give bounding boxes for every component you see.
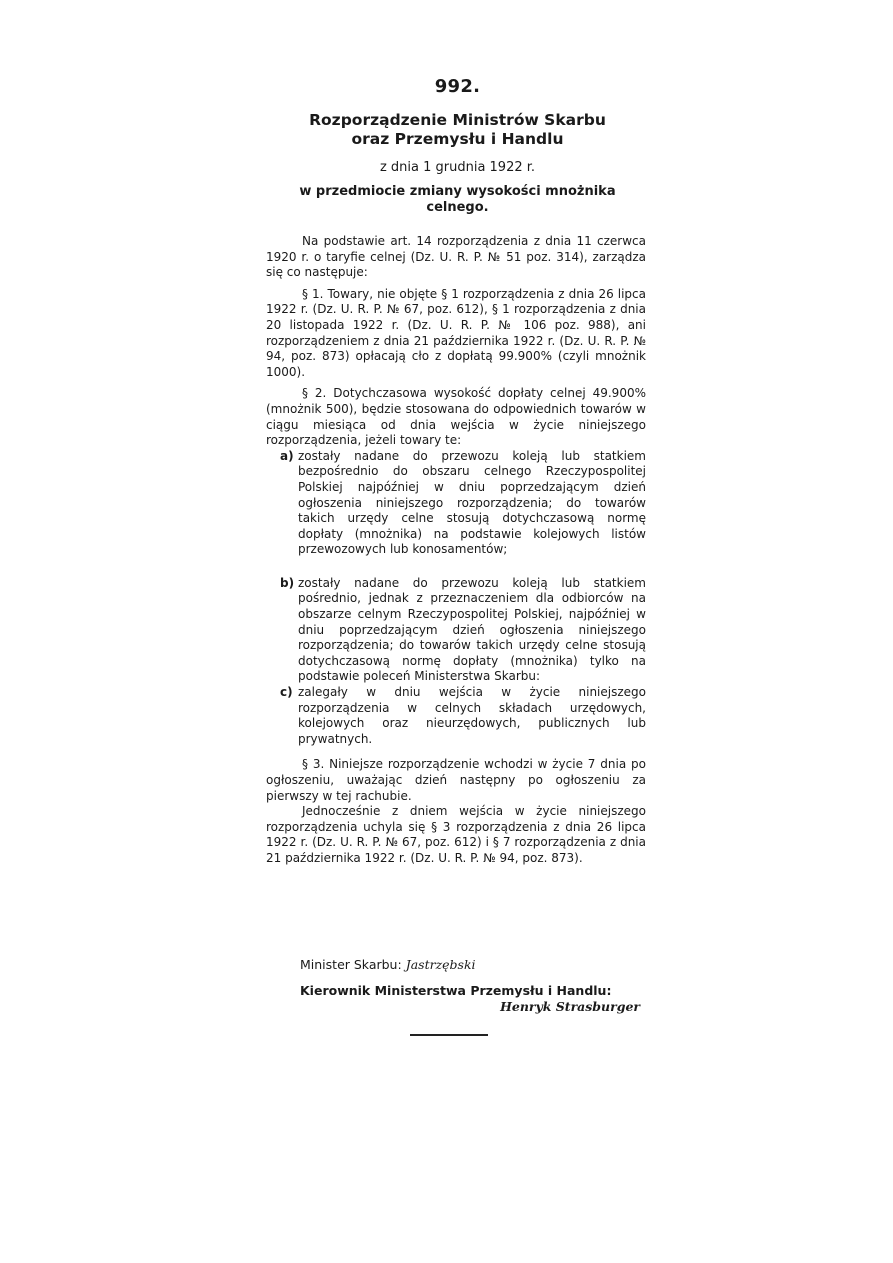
list-item-label: a) [280, 448, 294, 463]
closing-rule [410, 1034, 488, 1036]
list-item-label: b) [280, 575, 295, 590]
title-line-1: Rozporządzenie Ministrów Skarbu [309, 111, 606, 129]
section-3: § 3. Niniejsze rozporządzenie wchodzi w życie 7 dnia po ogłoszeniu, uważając dzień następny po ogłoszeniu za pierwszy w tej rachubie. [266, 757, 646, 803]
list-item-text: zostały nadane do przewozu koleją lub statkiem pośrednio, jednak z przeznaczeniem dla odbiorców na obszarze celnym Rzeczypospolitej Polskiej, najpóźniej w dniu poprzedzającym dzień ogłoszenia niniejszego rozporządzenia; do towarów takich urzędy celne stosują dotychczasową normę dopłaty (mnożnika) tylko na podstawie poleceń Ministerstwa Skarbu: [298, 575, 646, 684]
document-body [266, 234, 646, 873]
minister-name: Jastrzębski [405, 957, 476, 972]
list-item [266, 449, 646, 558]
minister-title: Minister Skarbu: [300, 957, 402, 972]
list-item-text: zostały nadane do przewozu koleją lub statkiem bezpośrednio do obszaru celnego Rzeczypospolitej Polskiej najpóźniej w dniu poprzedzającym dzień ogłoszenia niniejszego rozporządzenia; do towarów takich urzędy celne stosują dotychczasową normę dopłaty (mnożnika) na podstawie kolejowych listów przewozowych lub konosamentów; [298, 448, 646, 557]
document-subject: w przedmiocie zmiany wysokości mnożnika celnego. [299, 184, 616, 215]
list-item-text: zalegały w dniu wejścia w życie niniejszego rozporządzenia w celnych składach urzędowych, kolejowych oraz nieurzędowych, publicznych lub prywatnych. [298, 685, 646, 746]
list-item-label: c) [280, 685, 293, 700]
section-2: § 2. Dotychczasowa wysokość dopłaty celnej 49.900% (mnożnik 500), będzie stosowana do odpowiednich towarów w ciągu miesiąca od dnia wejścia w życie niniejszego rozporządzenia, jeżeli towary te: [266, 386, 646, 448]
head-title: Kierownik Ministerstwa Przemysłu i Handlu: [300, 983, 612, 998]
section-3-continued: Jednocześnie z dniem wejścia w życie niniejszego rozporządzenia uchyla się § 3 rozporządzenia z dnia 26 lipca 1922 r. (Dz. U. R. P. № 67, poz. 612) i § 7 rozporządzenia z dnia 21 października 1922 r. (Dz. U. R. P. № 94, poz. 873). [266, 804, 646, 865]
section-1: § 1. Towary, nie objęte § 1 rozporządzenia z dnia 26 lipca 1922 r. (Dz. U. R. P. № 67, poz. 612), § 1 rozporządzenia z dnia 20 listopada 1922 r. (Dz. U. R. P. № 106 poz. 988), ani rozporządzeniem z dnia 21 października 1922 r. (Dz. U. R. P. № 94, poz. 873) opłacają cło z dopłatą 99.900% (czyli mnożnik 1000). [266, 286, 646, 379]
document-title [280, 111, 635, 149]
document-date: z dnia 1 grudnia 1922 r. [379, 160, 536, 175]
document-number: 992. [434, 76, 481, 97]
head-name: Henryk Strasburger [500, 999, 640, 1014]
list-item [266, 576, 646, 685]
list-item [266, 685, 646, 747]
minister-signature [300, 957, 640, 972]
title-line-2: oraz Przemysłu i Handlu [351, 130, 564, 148]
intro-paragraph: Na podstawie art. 14 rozporządzenia z dnia 11 czerwca 1920 r. o taryfie celnej (Dz. U. R. P. № 51 poz. 314), zarządza się co następuje: [266, 234, 646, 280]
